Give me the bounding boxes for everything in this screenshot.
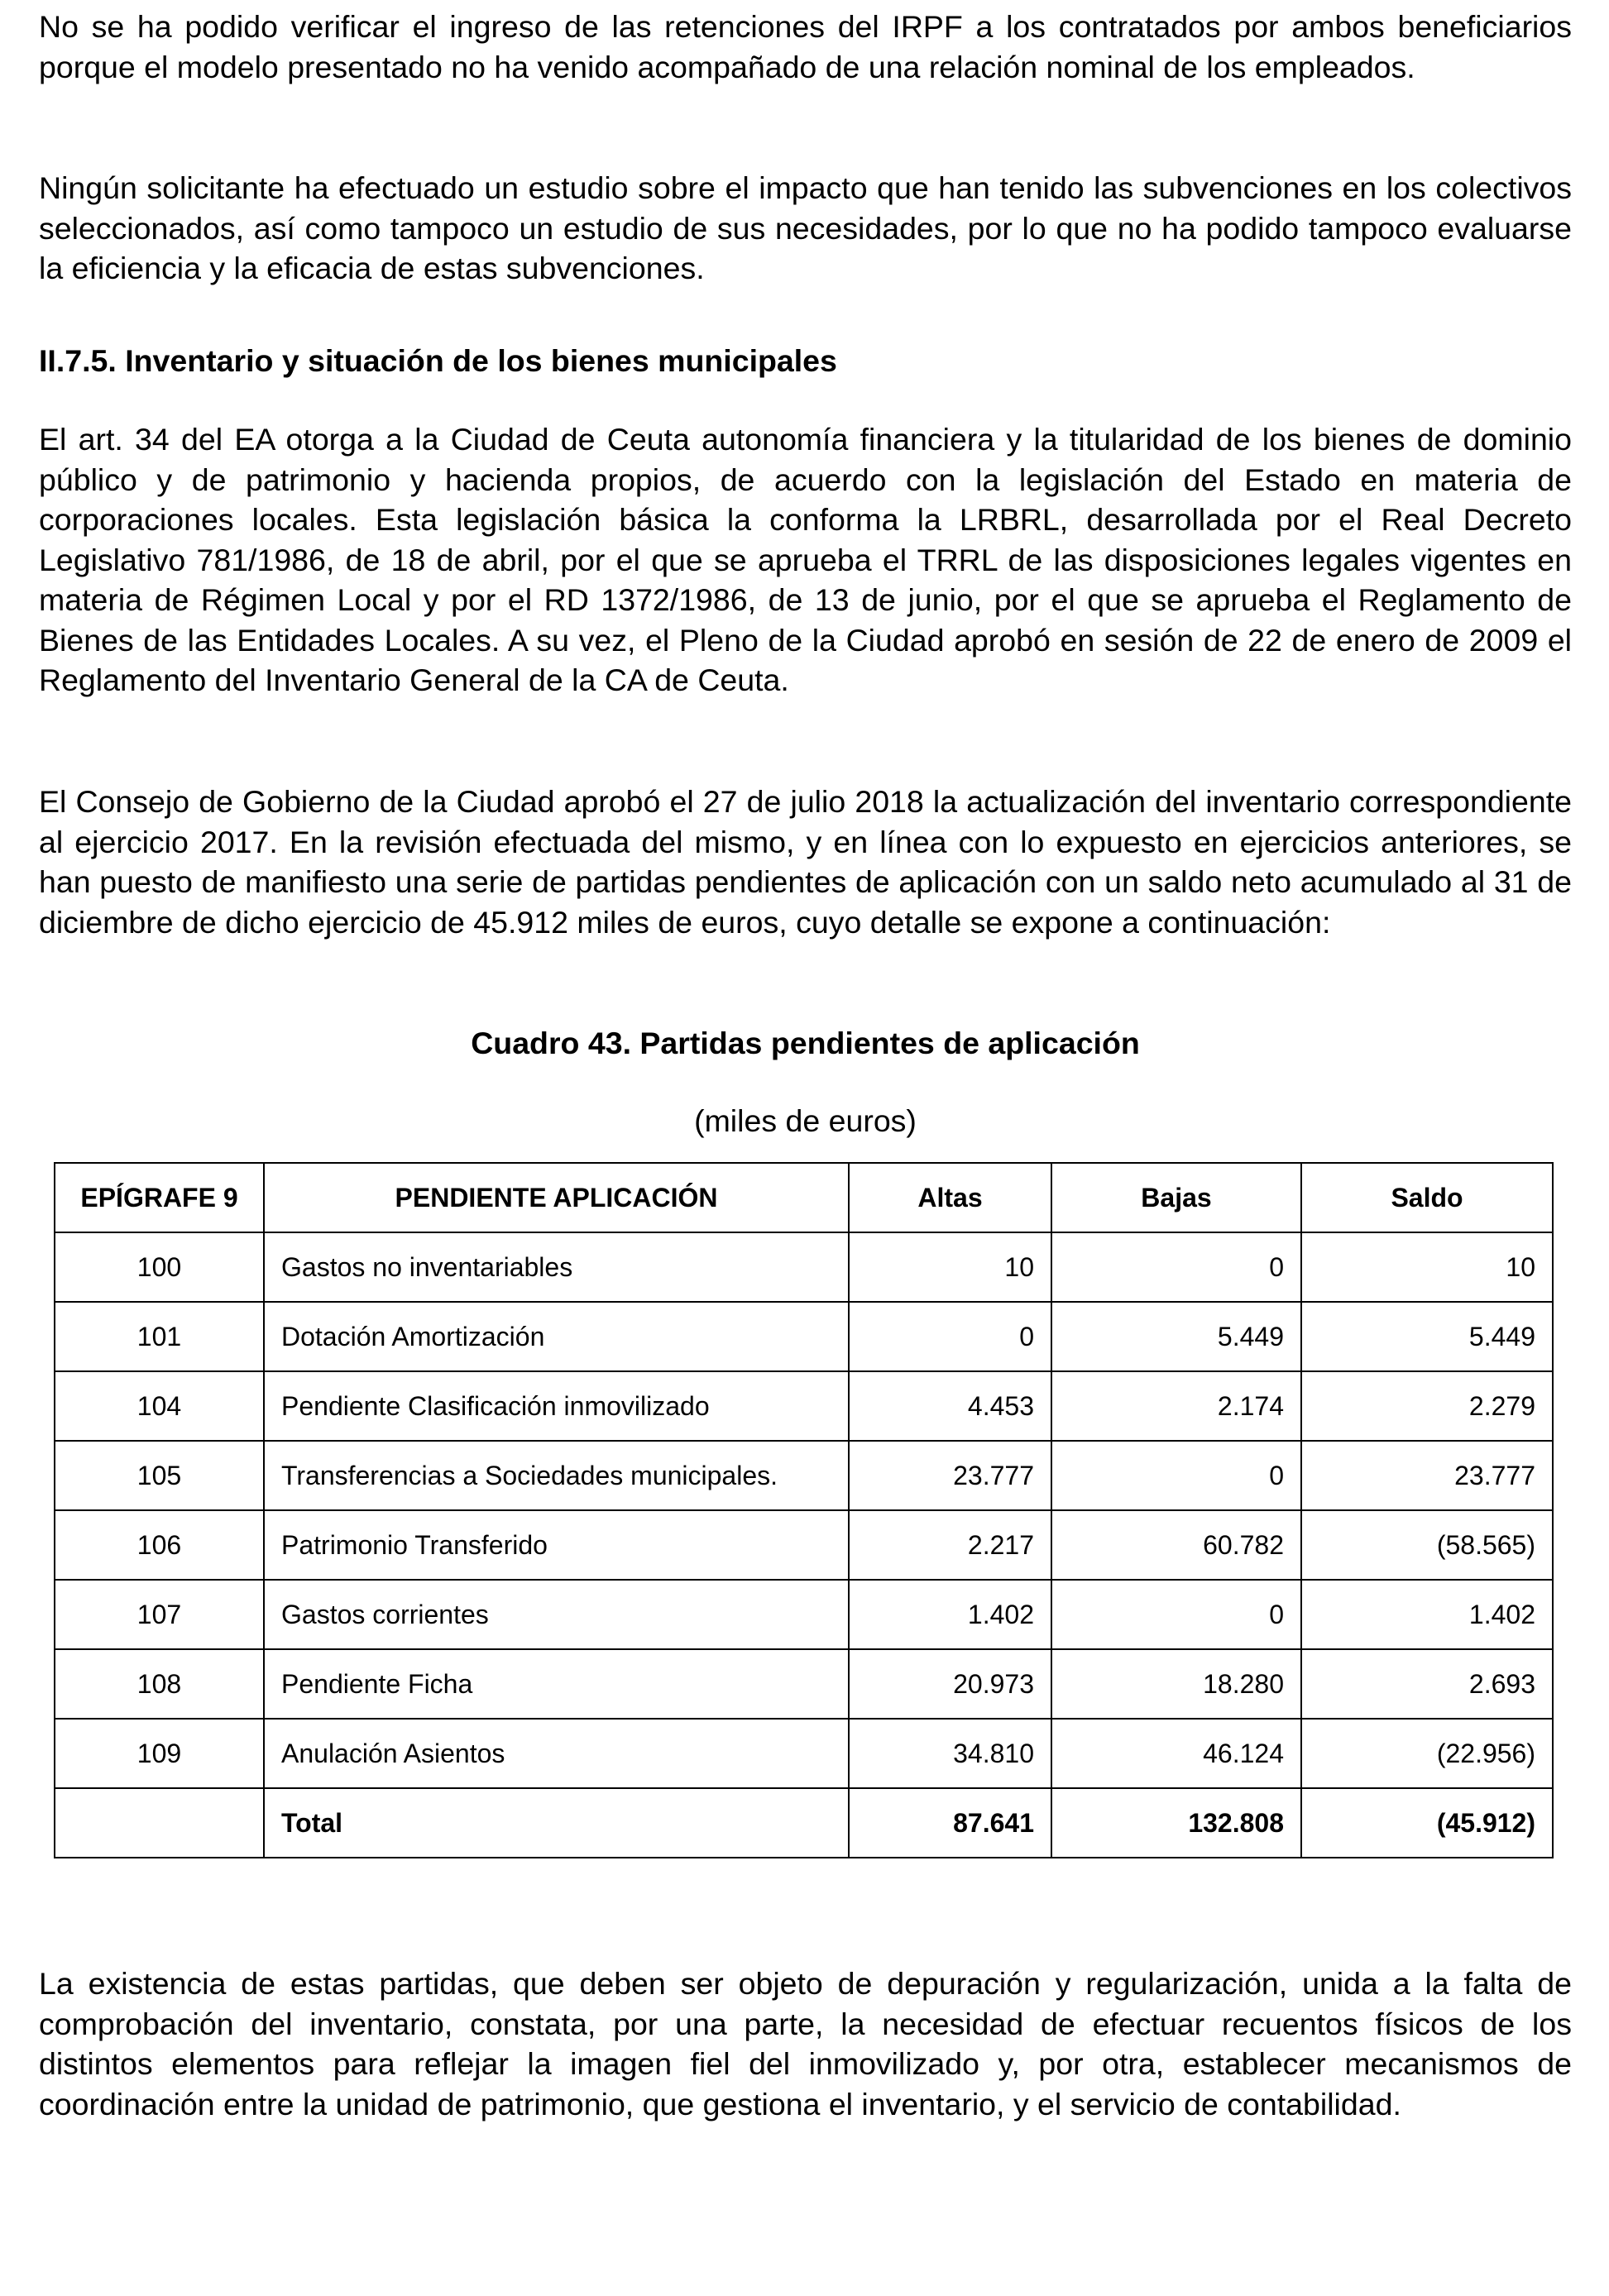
header-bajas: Bajas [1051,1163,1301,1232]
header-pendiente-aplicacion: PENDIENTE APLICACIÓN [264,1163,849,1232]
cell-altas: 23.777 [849,1441,1051,1510]
cell-altas: 20.973 [849,1649,1051,1719]
cell-altas: 4.453 [849,1371,1051,1441]
table-header-row [55,1163,1553,1232]
paragraph-art-34: El art. 34 del EA otorga a la Ciudad de Ceuta autonomía financiera y la titularidad de los bienes de dominio público y de patrimonio y hacienda propios, de acuerdo con la legislación del Estado en materia de corporaciones locales. Esta legislación básica la conforma la LRBRL, desarrollada por el Real Decreto Legislativo 781/1986, de 18 de abril, por el que se aprueba el TRRL de las disposiciones legales vigentes en materia de Régimen Local y por el RD 1372/1986, de 13 de junio, por el que se aprueba el Reglamento de Bienes de las Entidades Locales. A su vez, el Pleno de la Ciudad aprobó en sesión de 22 de enero de 2009 el Reglamento del Inventario General de la CA de Ceuta. [39,422,1572,697]
cell-saldo: 23.777 [1301,1441,1553,1510]
cell-total-bajas: 132.808 [1051,1788,1301,1858]
cell-desc: Dotación Amortización [264,1302,849,1371]
section-heading: II.7.5. Inventario y situación de los bienes municipales [39,343,837,378]
paragraph-conclusion: La existencia de estas partidas, que deben ser objeto de depuración y regularización, unida a la falta de comprobación del inventario, constata, por una parte, la necesidad de efectuar recuentos físicos de los distintos elementos para reflejar la imagen fiel del inmovilizado y, por otra, establecer mecanismos de coordinación entre la unidad de patrimonio, que gestiona el inventario, y el servicio de contabilidad. [39,1966,1572,2121]
table-row [55,1510,1553,1580]
cell-code [55,1788,264,1858]
table-row [55,1649,1553,1719]
cell-bajas: 46.124 [1051,1719,1301,1788]
cell-code: 109 [55,1719,264,1788]
cell-desc: Transferencias a Sociedades municipales. [264,1441,849,1510]
table-total-row [55,1788,1553,1858]
cell-bajas: 0 [1051,1441,1301,1510]
cell-desc: Patrimonio Transferido [264,1510,849,1580]
table-row [55,1441,1553,1510]
cell-altas: 10 [849,1232,1051,1302]
cell-altas: 34.810 [849,1719,1051,1788]
paragraph-impacto-subvenciones: Ningún solicitante ha efectuado un estudio sobre el impacto que han tenido las subvenciones en los colectivos seleccionados, así como tampoco un estudio de sus necesidades, por lo que no ha podido tampoco evaluarse la eficiencia y la eficacia de estas subvenciones. [39,170,1572,285]
cell-bajas: 2.174 [1051,1371,1301,1441]
header-saldo: Saldo [1301,1163,1553,1232]
cell-bajas: 60.782 [1051,1510,1301,1580]
cell-code: 101 [55,1302,264,1371]
table-row [55,1719,1553,1788]
cell-saldo: 2.693 [1301,1649,1553,1719]
cell-total-altas: 87.641 [849,1788,1051,1858]
cell-desc: Pendiente Ficha [264,1649,849,1719]
table-row [55,1371,1553,1441]
cell-bajas: 0 [1051,1580,1301,1649]
paragraph-consejo-gobierno: El Consejo de Gobierno de la Ciudad aprobó el 27 de julio 2018 la actualización del inventario correspondiente al ejercicio 2017. En la revisión efectuada del mismo, y en línea con lo expuesto en ejercicios anteriores, se han puesto de manifiesto una serie de partidas pendientes de aplicación con un saldo neto acumulado al 31 de diciembre de dicho ejercicio de 45.912 miles de euros, cuyo detalle se expone a continuación: [39,784,1572,940]
cell-bajas: 5.449 [1051,1302,1301,1371]
cell-saldo: (22.956) [1301,1719,1553,1788]
table-row [55,1302,1553,1371]
cell-desc: Gastos corrientes [264,1580,849,1649]
cell-saldo: 5.449 [1301,1302,1553,1371]
cell-total-saldo: (45.912) [1301,1788,1553,1858]
cell-saldo: 2.279 [1301,1371,1553,1441]
cell-saldo: 10 [1301,1232,1553,1302]
cell-altas: 1.402 [849,1580,1051,1649]
cell-bajas: 18.280 [1051,1649,1301,1719]
cell-desc: Pendiente Clasificación inmovilizado [264,1371,849,1441]
cell-desc: Gastos no inventariables [264,1232,849,1302]
table-row [55,1232,1553,1302]
cell-altas: 2.217 [849,1510,1051,1580]
cell-code: 100 [55,1232,264,1302]
table-caption: Cuadro 43. Partidas pendientes de aplicación [471,1026,1140,1060]
cell-total-label: Total [264,1788,849,1858]
cell-bajas: 0 [1051,1232,1301,1302]
cell-desc: Anulación Asientos [264,1719,849,1788]
cell-saldo: 1.402 [1301,1580,1553,1649]
cell-code: 106 [55,1510,264,1580]
table-row [55,1580,1553,1649]
header-epigrafe: EPÍGRAFE 9 [55,1163,264,1232]
table-units: (miles de euros) [694,1103,917,1138]
cell-code: 107 [55,1580,264,1649]
paragraph-irpf-retenciones: No se ha podido verificar el ingreso de las retenciones del IRPF a los contratados por ambos beneficiarios porque el modelo presentado no ha venido acompañado de una relación nominal de los empleados. [39,9,1572,84]
cell-code: 108 [55,1649,264,1719]
cell-saldo: (58.565) [1301,1510,1553,1580]
cell-code: 105 [55,1441,264,1510]
cell-code: 104 [55,1371,264,1441]
cell-altas: 0 [849,1302,1051,1371]
header-altas: Altas [849,1163,1051,1232]
partidas-table [54,1162,1554,1858]
